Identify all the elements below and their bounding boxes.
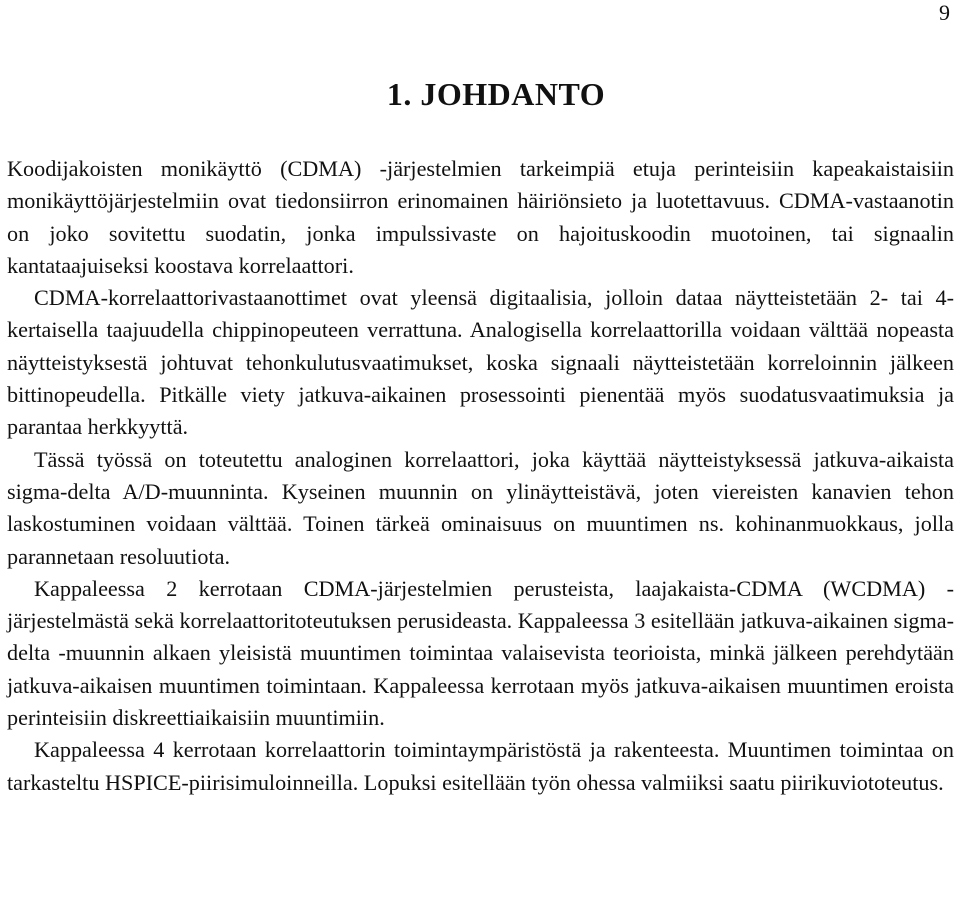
paragraph-intro: Koodijakoisten monikäyttö (CDMA) -järjestelmien tarkeimpiä etuja perinteisiin kapeakaistaisiin monikäyttöjärjestelmiin ovat tiedonsiirron erinomainen häiriönsieto ja luotettavuus. CDMA-vastaanotin on joko sovitettu suodatin, jonka impulssivaste on hajoituskoodin muotoinen, tai signaalin kantataajuiseksi koostava korrelaattori.: [7, 156, 954, 278]
body-text: [7, 153, 954, 799]
page-number: 9: [939, 0, 950, 25]
paragraph-chapter-overview: Kappaleessa 2 kerrotaan CDMA-järjestelmien perusteista, laajakaista-CDMA (WCDMA) -järjestelmästä sekä korrelaattoritoteutuksen perusideasta. Kappaleessa 3 esitellään jatkuva-aikainen sigma-delta -muunnin alkaen yleisistä muuntimen toimintaa valaisevista teorioista, minkä jälkeen perehdytään jatkuva-aikaisen muuntimen toimintaan. Kappaleessa kerrotaan myös jatkuva-aikaisen muuntimen eroista perinteisiin diskreettiaikaisiin muuntimiin.: [7, 575, 954, 731]
paragraph-this-work: Tässä työssä on toteutettu analoginen korrelaattori, joka käyttää näytteistyksessä jatkuva-aikaista sigma-delta A/D-muunninta. Kyseinen muunnin on ylinäytteistävä, joten viereisten kanavien tehon laskostuminen voidaan välttää. Toinen tärkeä ominaisuus on muuntimen ns. kohinanmuokkaus, jolla parannetaan resoluutiota.: [7, 446, 954, 569]
paragraph-correlator-receivers: CDMA-korrelaattorivastaanottimet ovat yleensä digitaalisia, jolloin dataa näytteistetään 2- tai 4-kertaisella taajuudella chippinopeuteen verrattuna. Analogisella korrelaattorilla voidaan välttää nopeasta näytteistyksestä johtuvat tehonkulutusvaatimukset, koska signaali näytteistetään korreloinnin jälkeen bittinopeudella. Pitkälle viety jatkuva-aikainen prosessointi pienentää myös suodatusvaatimuksia ja parantaa herkkyyttä.: [7, 285, 954, 440]
chapter-title: 1. JOHDANTO: [386, 76, 606, 112]
paragraph-chapter-4: Kappaleessa 4 kerrotaan korrelaattorin toimintaympäristöstä ja rakenteesta. Muuntimen toimintaa on tarkasteltu HSPICE-piirisimuloinneilla. Lopuksi esitellään työn ohessa valmiiksi saatu piirikuviototeutus.: [7, 737, 954, 795]
